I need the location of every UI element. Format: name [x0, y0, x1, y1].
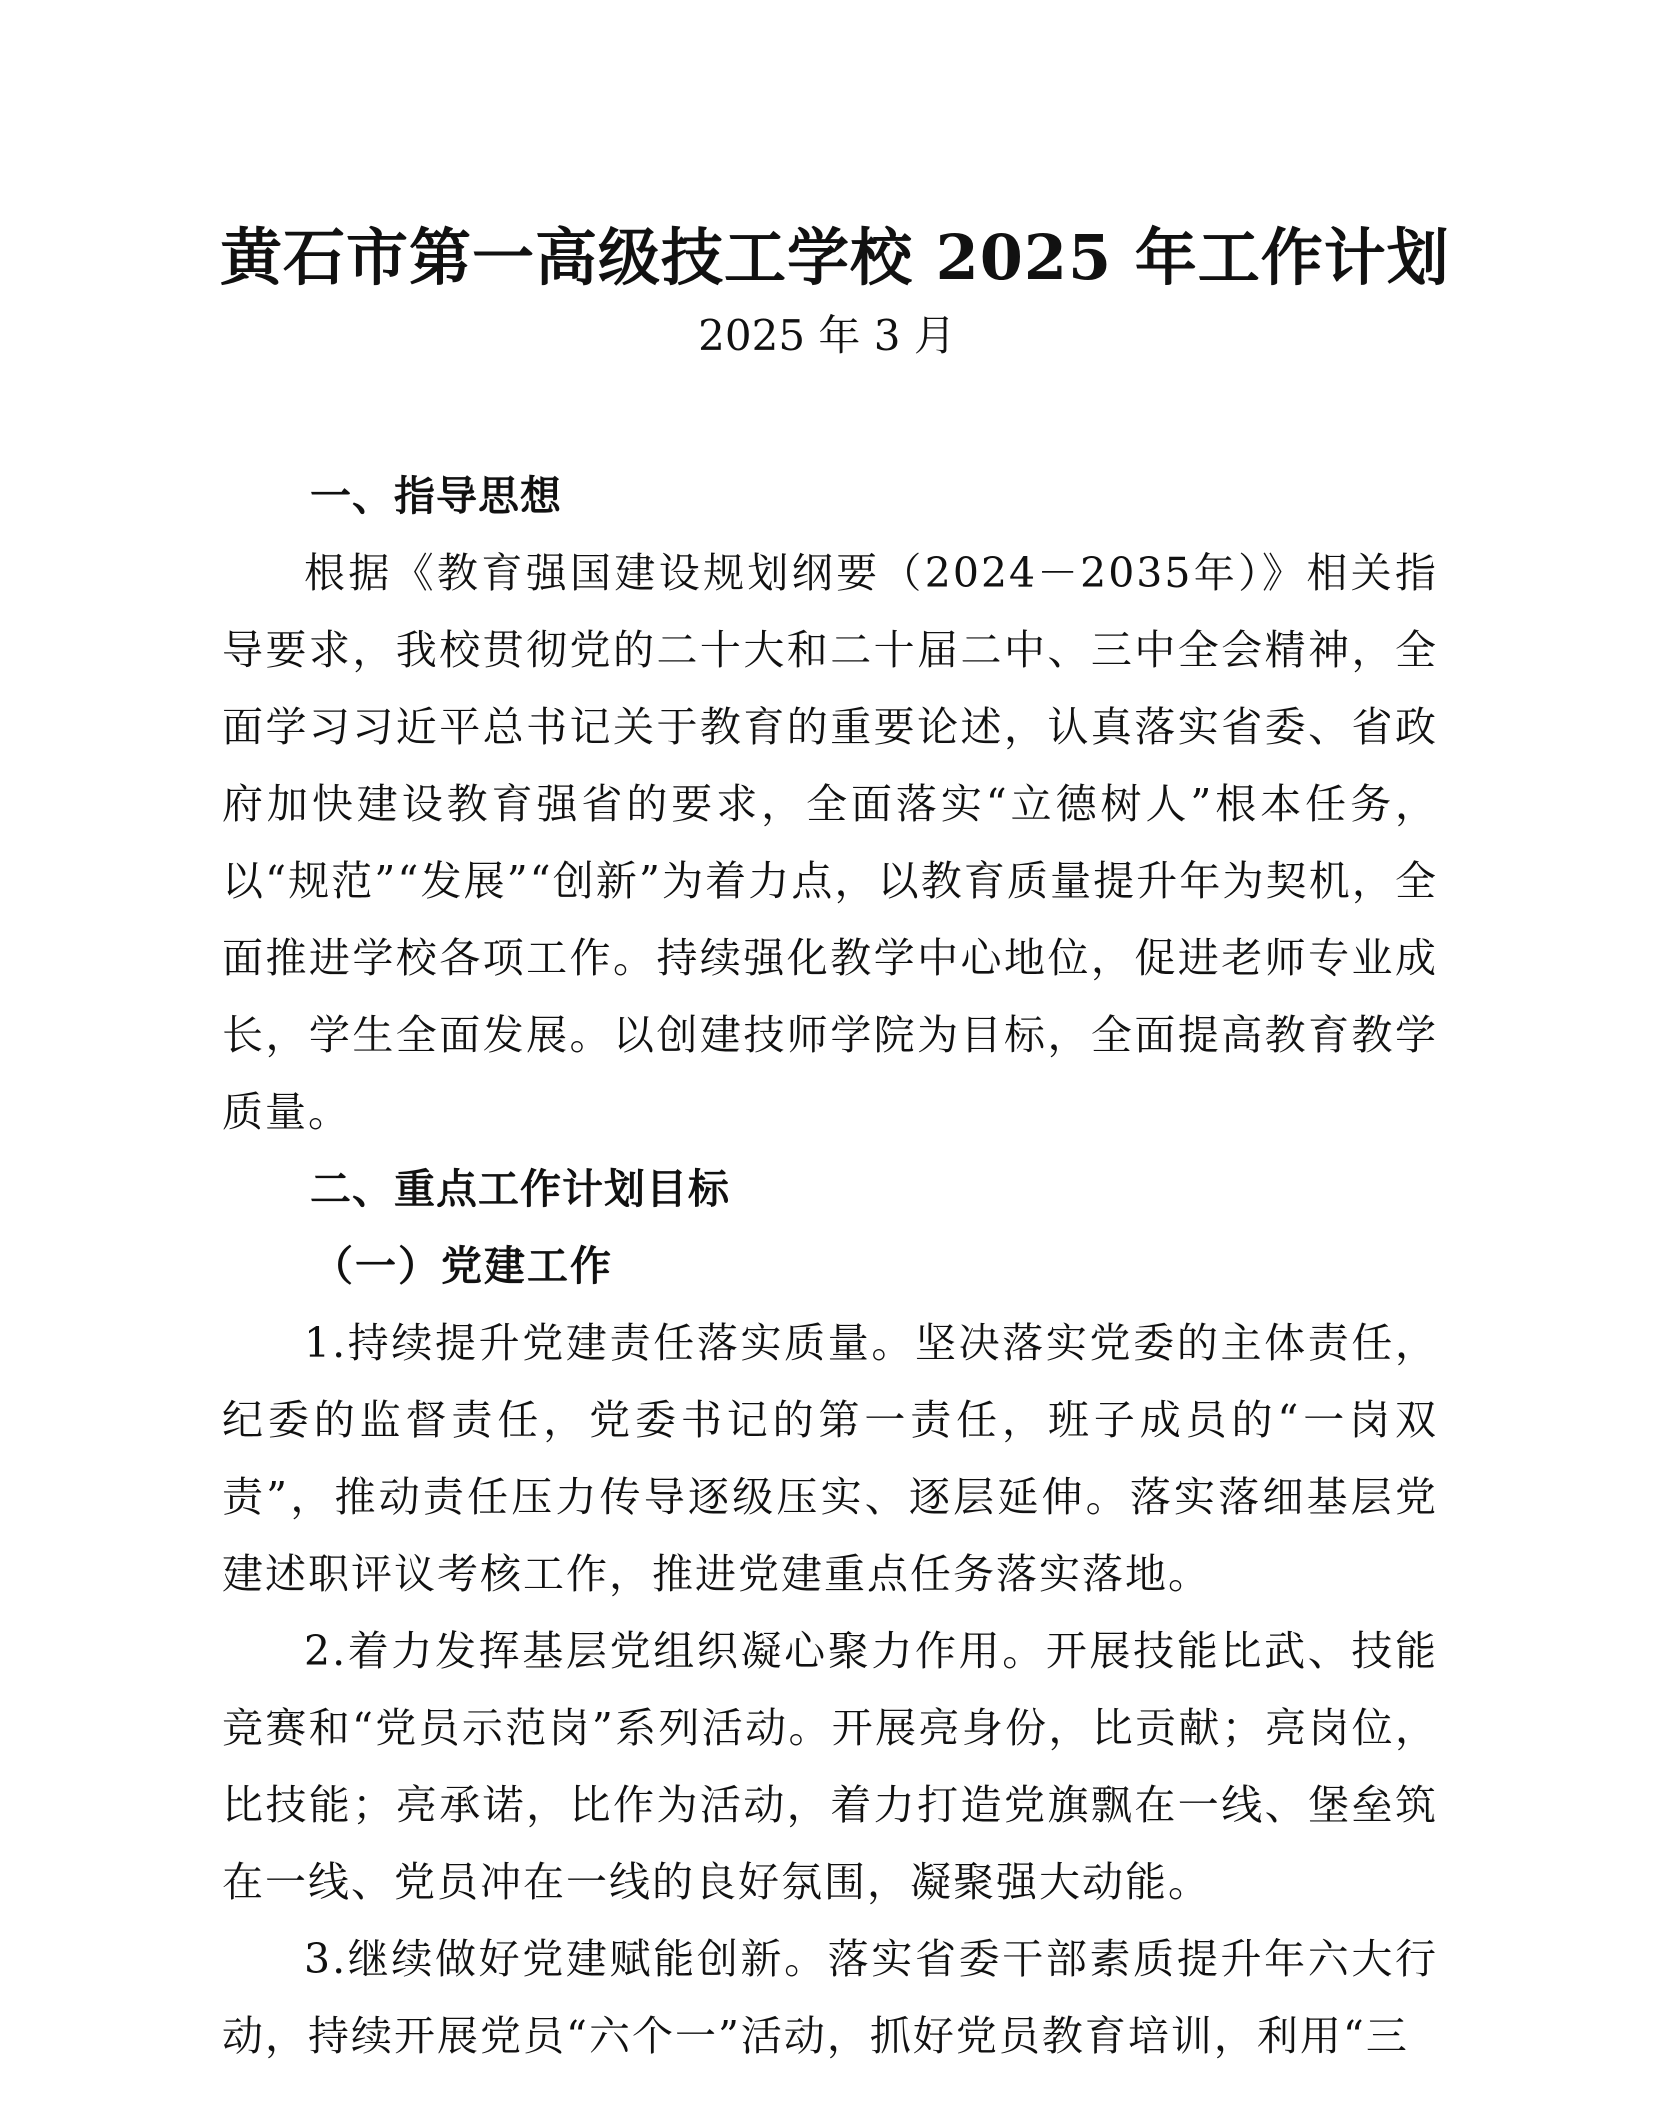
paragraph-guiding-ideology: 根据《教育强国建设规划纲要（2024－2035年）》相关指导要求，我校贯彻党的二十大和二十届二中、三中全会精神，全面学习习近平总书记关于教育的重要论述，认真落实省委、省政府加快建设教育强省的要求，全面落实“立德树人”根本任务，以“规范”“发展”“创新”为着力点，以教育质量提升年为契机，全面推进学校各项工作。持续强化教学中心地位，促进老师专业成长，学生全面发展。以创建技师学院为目标，全面提高教育教学质量。: [222, 549, 1438, 1136]
paragraph-item-1: 1.持续提升党建责任落实质量。坚决落实党委的主体责任，纪委的监督责任，党委书记的第一责任，班子成员的“一岗双责”，推动责任压力传导逐级压实、逐层延伸。落实落细基层党建述职评议考核工作，推进党建重点任务落实落地。: [222, 1319, 1438, 1598]
subsection-heading-party-building: （一）党建工作: [312, 1242, 613, 1290]
section-heading-key-work-goals: 二、重点工作计划目标: [310, 1165, 730, 1213]
paragraph-item-3: 3.继续做好党建赋能创新。落实省委干部素质提升年六大行动，持续开展党员“六个一”活动，抓好党员教育培训，利用“三: [222, 1935, 1438, 2060]
section-heading-guiding-ideology: 一、指导思想: [310, 472, 562, 520]
document-date: 2025 年 3 月: [698, 311, 956, 360]
document-body: [222, 458, 1438, 2075]
document-title: 黄石市第一高级技工学校 2025 年工作计划: [220, 221, 1450, 294]
paragraph-item-2: 2.着力发挥基层党组织凝心聚力作用。开展技能比武、技能竞赛和“党员示范岗”系列活动。开展亮身份，比贡献；亮岗位，比技能；亮承诺，比作为活动，着力打造党旗飘在一线、堡垒筑在一线、党员冲在一线的良好氛围，凝聚强大动能。: [222, 1627, 1438, 1906]
